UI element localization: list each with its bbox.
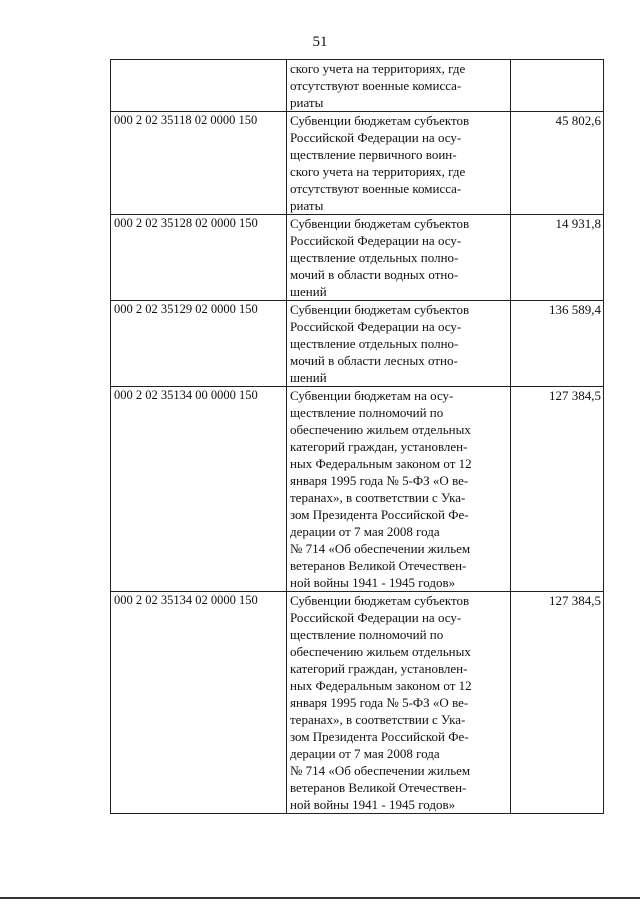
description-cell: Субвенции бюджетам субъектов Российской Федерации на осу- ществление отдельных полно- мочий в области лесных отно- шений	[287, 301, 511, 387]
budget-code-cell: 000 2 02 35134 00 0000 150	[111, 387, 287, 592]
description-cell: Субвенции бюджетам субъектов Российской Федерации на осу- ществление отдельных полно- мочий в области водных отно- шений	[287, 215, 511, 301]
budget-code-cell: 000 2 02 35128 02 0000 150	[111, 215, 287, 301]
amount-cell: 45 802,6	[511, 112, 604, 215]
amount-cell	[511, 60, 604, 112]
budget-code-cell: 000 2 02 35134 02 0000 150	[111, 592, 287, 814]
description-cell: Субвенции бюджетам субъектов Российской Федерации на осу- ществление полномочий по обеспечению жильем отдельных категорий граждан, установлен- ных Федеральным законом от 12 января 1995 года № 5-ФЗ «О ве- теранах», в соответствии с Ука- зом Президента Российской Фе- дерации от 7 мая 2008 года № 714 «Об обеспечении жильем ветеранов Великой Отечествен- ной войны 1941 - 1945 годов»	[287, 592, 511, 814]
description-cell: Субвенции бюджетам на осу- ществление полномочий по обеспечению жильем отдельных категорий граждан, установлен- ных Федеральным законом от 12 января 1995 года № 5-ФЗ «О ве- теранах», в соответствии с Ука- зом Президента Российской Фе- дерации от 7 мая 2008 года № 714 «Об обеспечении жильем ветеранов Великой Отечествен- ной войны 1941 - 1945 годов»	[287, 387, 511, 592]
budget-table	[110, 59, 604, 814]
budget-code-cell	[111, 60, 287, 112]
table-row	[111, 592, 604, 814]
description-cell: Субвенции бюджетам субъектов Российской Федерации на осу- ществление первичного воин- ского учета на территориях, где отсутствуют военные комисса- риаты	[287, 112, 511, 215]
amount-cell: 14 931,8	[511, 215, 604, 301]
table-row	[111, 112, 604, 215]
amount-cell: 127 384,5	[511, 387, 604, 592]
amount-cell: 127 384,5	[511, 592, 604, 814]
table-row	[111, 60, 604, 112]
budget-code-cell: 000 2 02 35129 02 0000 150	[111, 301, 287, 387]
table-row	[111, 215, 604, 301]
amount-cell: 136 589,4	[511, 301, 604, 387]
description-cell: ского учета на территориях, где отсутствуют военные комисса- риаты	[287, 60, 511, 112]
table-row	[111, 301, 604, 387]
budget-code-cell: 000 2 02 35118 02 0000 150	[111, 112, 287, 215]
bottom-divider	[0, 897, 640, 899]
table-row	[111, 387, 604, 592]
page-number: 51	[312, 34, 328, 50]
